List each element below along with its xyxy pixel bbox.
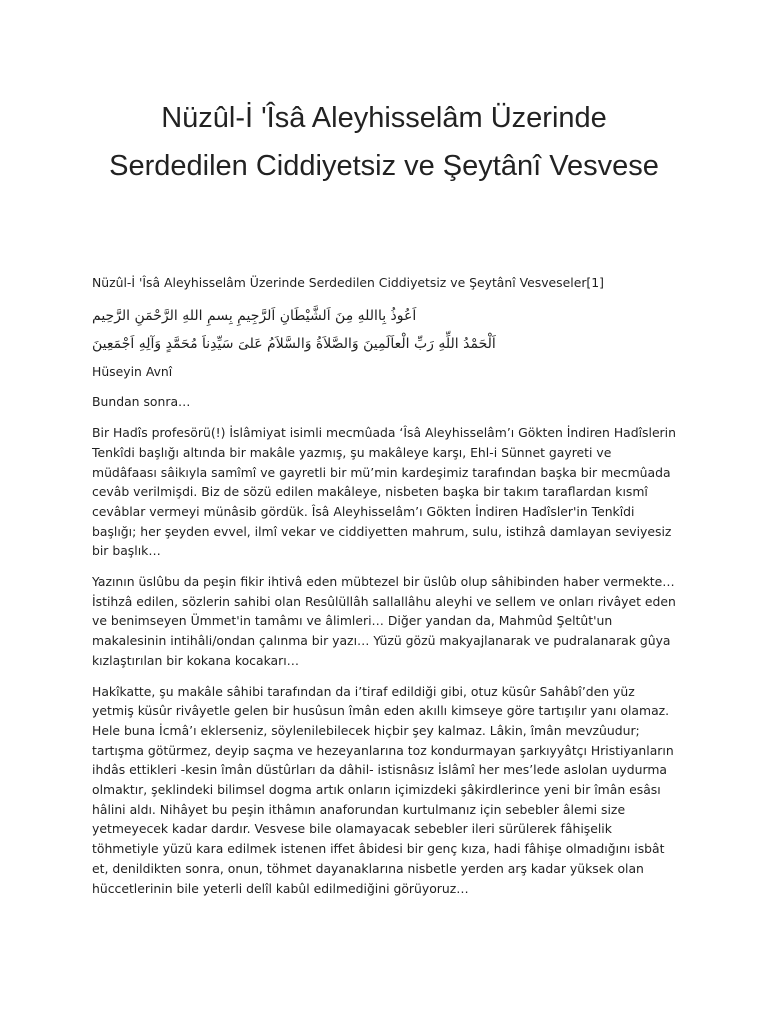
document-title: Nüzûl-İ 'Îsâ Aleyhisselâm Üzerinde Serdedilen Ciddiyetsiz ve Şeytânî Vesvese: [109, 102, 659, 182]
author-name: Hüseyin Avnî: [92, 363, 173, 379]
arabic-line-2: اَلْحَمْدُ اللِّهِ رَبِّ الْعاَلَمِينَ وَالصَّلاَةُ وَالسَّلاَمُ عَلىَ سَيِّدِناَ مُحَمَّدٍ وَآلِهِ اَجْمَعِينَ: [92, 335, 496, 352]
intro-text: Bundan sonra…: [92, 394, 191, 410]
document-body: [92, 273, 676, 909]
document-subtitle: Nüzûl-İ 'Îsâ Aleyhisselâm Üzerinde Serdedilen Ciddiyetsiz ve Şeytânî Vesveseler[1]: [92, 275, 604, 290]
body-paragraph-1: Bir Hadîs profesörü(!) İslâmiyat isimli mecmûada ‘Îsâ Aleyhisselâm’ı Gökten İndiren Hadîslerin Tenkîdi başlığı altında bir makâle yazmış, şu makâleye karşı, Ehl-i Sünnet gayreti ve müdâfaası sâikıyla samîmî ve gayretli bir mü’min kardeşimiz tarafından başka bir mecmûada cevâb verilmişdi. Biz de sözü edilen makâleye, nisbeten başka bir takım taraflardan kısmî cevâblar vermeyi münâsib gördük. Îsâ Aleyhisselâm’ı Gökten İndiren Hadîsler'in Tenkîdi başlığı; her şeyden evvel, ilmî vekar ve ciddiyetten mahrum, sulu, istihzâ damlayan seviyesiz bir başlık…: [92, 425, 676, 559]
arabic-line-1: اَعُوذُ بِااللهِ مِنَ اَلشَّيْطَانِ اَلرَّجِيمِ بِسمِ اللهِ الرَّحْمَنِ الرَّحِيم: [92, 307, 417, 324]
body-paragraph-3: Hakîkatte, şu makâle sâhibi tarafından da i’tiraf edildiği gibi, otuz küsûr Sahâbî’den yüz yetmiş küsûr rivâyetle gelen bir husûsun îmân eden akıllı kimseye göre tartışılır yanı olamaz. Hele buna İcmâ’ı eklerseniz, söylenilebilecek hiçbir şey kalmaz. Lâkin, îmân mevzûudur; tartışma götürmez, deyip saçma ve hezeyanlarına toz kondurmayan şarkıyyâtçı Hristiyanların ihdâs ettikleri -kesin îmân düstûrları da dâhil- istisnâsız İslâmî her mes’lede aslolan uydurma olmaktır, şeklindeki bilimsel dogma artık onların içimizdeki şâkirdlerince yeni bir îmân esâsı hâlini aldı. Nihâyet bu peşin ithâmın anaforundan kurtulmanız için sebebler âlemi size yetmeyecek kadar dardır. Vesvese bile olamayacak sebebler ileri sürülerek fâhişelik töhmetiyle yüzü kara edilmek istenen iffet âbidesi bir genç kıza, hadi fâhişe olmadığını isbât et, denildikten sonra, onun, töhmet dayanaklarına nisbetle yerden arş kadar yüksek olan hüccetlerinin bile yeterli delîl kabûl edilmediğini görüyoruz…: [92, 683, 674, 896]
body-paragraph-2: Yazının üslûbu da peşin fikir ihtivâ eden mübtezel bir üslûb olup sâhibinden haber vermekte… İstihzâ edilen, sözlerin sahibi olan Resûlüllâh sallallâhu aleyhi ve sellem ve onları rivâyet eden ve benimseyen Ümmet'in tamâmı ve âlimleri… Diğer yandan da, Mahmûd Şeltût'un makalesinin intihâli/ondan çalınma bir yazı… Yüzü gözü makyajlanarak ve pudralanarak gûya kızlaştırılan bir kokana kocakarı…: [92, 574, 676, 668]
arabic-invocation: [92, 304, 676, 356]
